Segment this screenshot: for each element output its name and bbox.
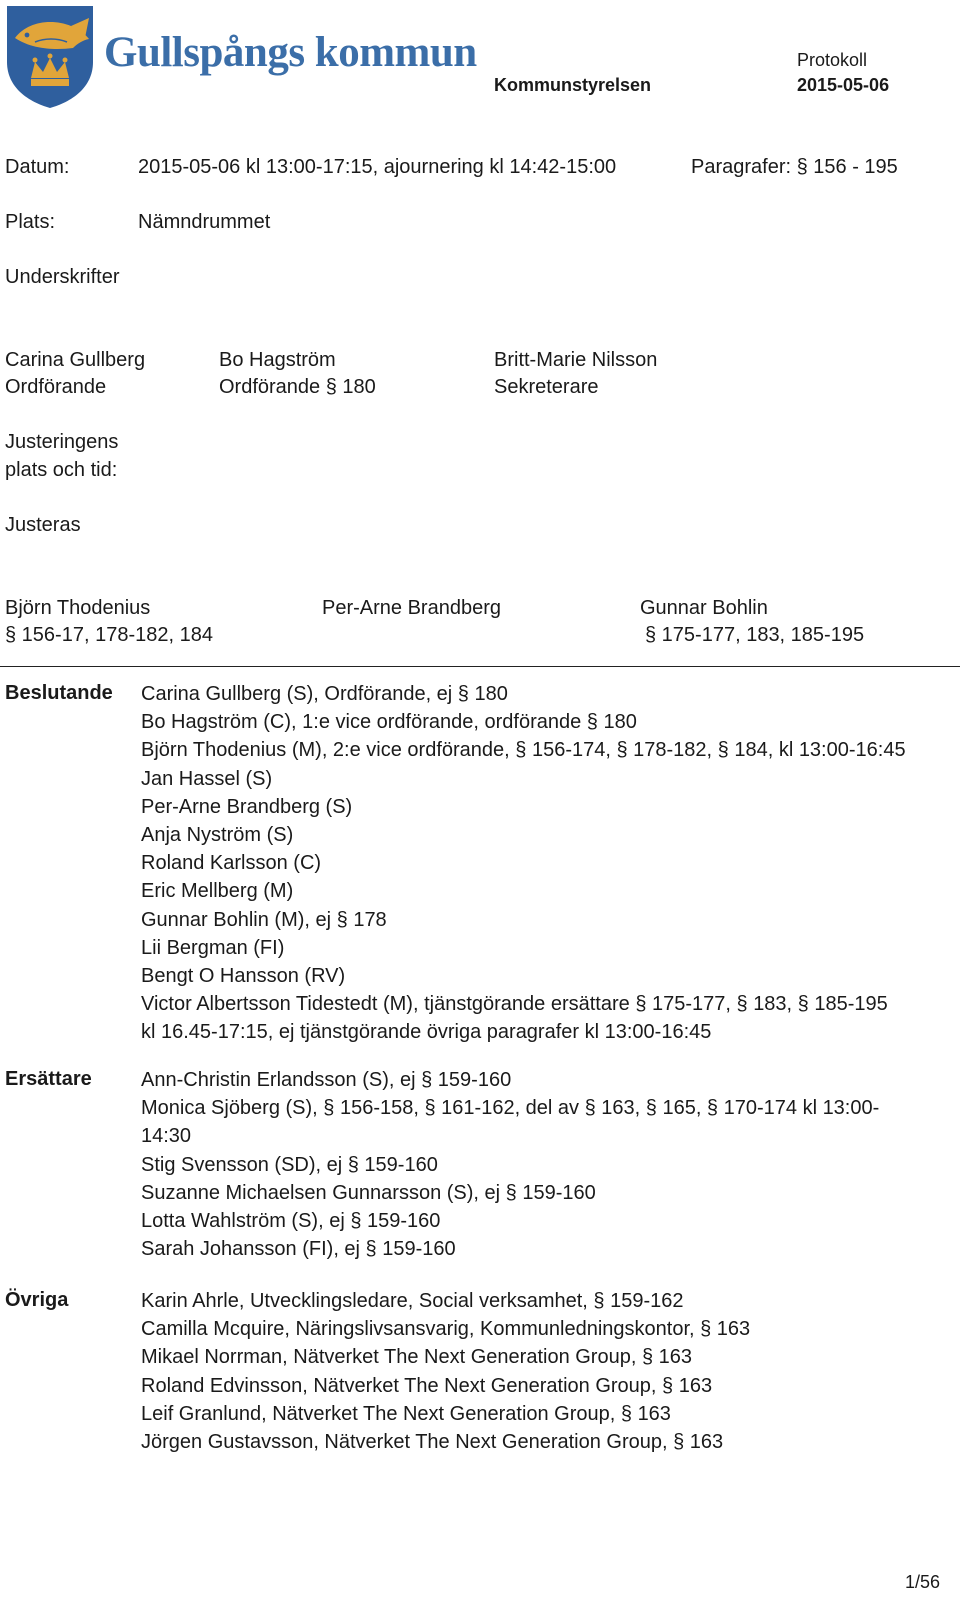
list-item: Bengt O Hansson (RV) — [141, 964, 346, 987]
justerare-name: Per-Arne Brandberg — [322, 597, 501, 619]
justering-label-line1: Justeringens — [5, 431, 119, 453]
ersattare-list — [141, 1066, 879, 1263]
beslutande-list — [141, 680, 906, 1046]
list-item: Stig Svensson (SD), ej § 159-160 — [141, 1153, 438, 1176]
list-item: Roland Edvinsson, Nätverket The Next Generation Group, § 163 — [141, 1374, 713, 1397]
plats-value: Nämndrummet — [138, 211, 271, 233]
signature-role: Sekreterare — [494, 376, 599, 398]
list-item: Eric Mellberg (M) — [141, 880, 294, 903]
list-item: Sarah Johansson (FI), ej § 159-160 — [141, 1238, 456, 1261]
list-item: Lotta Wahlström (S), ej § 159-160 — [141, 1209, 441, 1232]
list-item: Bo Hagström (C), 1:e vice ordförande, ordförande § 180 — [141, 711, 637, 734]
justerare-paragraphs: § 156-17, 178-182, 184 — [5, 624, 213, 646]
list-item: Roland Karlsson (C) — [141, 852, 322, 875]
underskrifter-label: Underskrifter — [5, 266, 120, 288]
list-item: Per-Arne Brandberg (S) — [141, 795, 353, 818]
document-type: Protokoll — [797, 50, 868, 70]
justering-label-line2: plats och tid: — [5, 459, 118, 481]
justerare-name: Gunnar Bohlin — [640, 597, 768, 619]
signature-role: Ordförande — [5, 376, 107, 398]
page-number: 1/56 — [904, 1572, 940, 1592]
list-item: Gunnar Bohlin (M), ej § 178 — [141, 908, 387, 931]
list-item: Lii Bergman (FI) — [141, 936, 285, 959]
list-item: Jörgen Gustavsson, Nätverket The Next Generation Group, § 163 — [141, 1430, 724, 1453]
municipality-name: Gullspångs kommun — [104, 29, 477, 76]
datum-value: 2015-05-06 kl 13:00-17:15, ajournering kl 14:42-15:00 — [138, 156, 617, 178]
justeras-label: Justeras — [5, 514, 81, 536]
list-item: Karin Ahrle, Utvecklingsledare, Social verksamhet, § 159-162 — [141, 1290, 684, 1312]
list-item: Mikael Norrman, Nätverket The Next Generation Group, § 163 — [141, 1346, 692, 1369]
list-item: Victor Albertsson Tidestedt (M), tjänstgörande ersättare § 175-177, § 183, § 185-195 — [141, 993, 888, 1016]
ersattare-label: Ersättare — [5, 1068, 92, 1090]
list-item: 14:30 — [141, 1125, 192, 1148]
document-date: 2015-05-06 — [797, 75, 890, 95]
datum-label: Datum: — [5, 156, 70, 178]
section-divider — [0, 666, 960, 667]
list-item: Björn Thodenius (M), 2:e vice ordförande, § 156-174, § 178-182, § 184, kl 13:00-16:45 — [141, 739, 906, 762]
justerare-paragraphs: § 175-177, 183, 185-195 — [645, 624, 865, 646]
list-item: Monica Sjöberg (S), § 156-158, § 161-162, del av § 163, § 165, § 170-174 kl 13:00- — [141, 1097, 880, 1120]
list-item: Leif Granlund, Nätverket The Next Generation Group, § 163 — [141, 1402, 671, 1425]
list-item: Carina Gullberg (S), Ordförande, ej § 180 — [141, 683, 508, 705]
ovriga-list — [141, 1287, 750, 1456]
paragrafer-range: Paragrafer: § 156 - 195 — [691, 156, 898, 178]
list-item: Suzanne Michaelsen Gunnarsson (S), ej § 159-160 — [141, 1181, 596, 1204]
coat-of-arms-icon — [5, 4, 95, 110]
plats-label: Plats: — [5, 211, 56, 233]
signature-name: Britt-Marie Nilsson — [494, 349, 658, 371]
list-item: kl 16.45-17:15, ej tjänstgörande övriga paragrafer kl 13:00-16:45 — [141, 1021, 712, 1044]
signature-name: Carina Gullberg — [5, 349, 146, 371]
list-item: Ann-Christin Erlandsson (S), ej § 159-160 — [141, 1069, 512, 1091]
signature-role: Ordförande § 180 — [219, 376, 376, 398]
ovriga-label: Övriga — [5, 1289, 69, 1311]
list-item: Anja Nyström (S) — [141, 823, 294, 846]
committee-name: Kommunstyrelsen — [494, 75, 652, 95]
list-item: Jan Hassel (S) — [141, 767, 273, 790]
beslutande-label: Beslutande — [5, 682, 113, 704]
signature-name: Bo Hagström — [219, 349, 336, 371]
list-item: Camilla Mcquire, Näringslivsansvarig, Kommunledningskontor, § 163 — [141, 1318, 751, 1341]
justerare-name: Björn Thodenius — [5, 597, 151, 619]
